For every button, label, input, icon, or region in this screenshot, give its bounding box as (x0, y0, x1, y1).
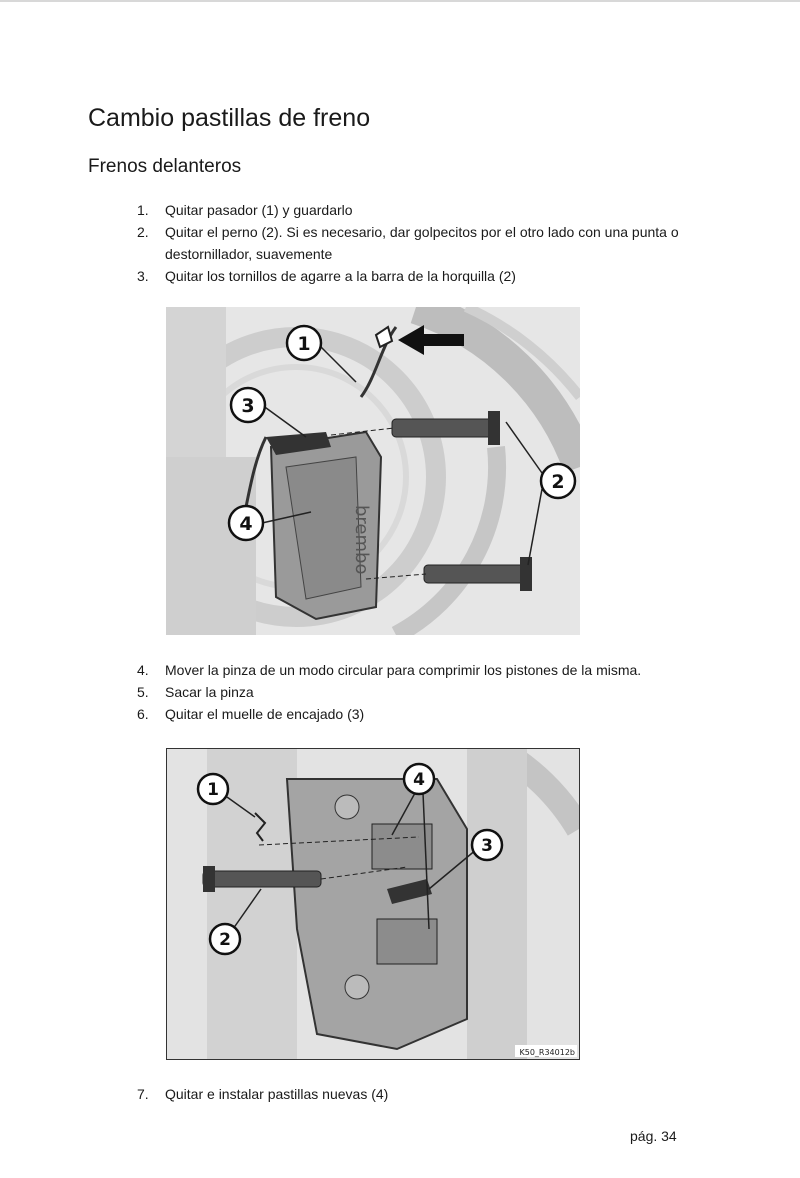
step-item (0, 703, 725, 725)
steps-list-2 (0, 659, 725, 725)
step-number: 2. (137, 224, 149, 240)
step-item (0, 199, 725, 221)
step-text: Quitar el perno (2). Si es necesario, dar golpecitos por el otro lado con una punta o destornillador, suavemente (165, 224, 679, 262)
callout-1 (198, 774, 228, 804)
callout-3 (472, 830, 502, 860)
callout-1 (287, 326, 321, 360)
step-number: 5. (137, 684, 149, 700)
brand-label: brembo (351, 505, 372, 575)
step-text: Quitar pasador (1) y guardarlo (165, 202, 353, 218)
callout-4 (229, 506, 263, 540)
section-title: Frenos delanteros (88, 156, 242, 177)
step-item (0, 265, 725, 287)
svg-text:3: 3 (481, 836, 493, 856)
callout-3 (231, 388, 265, 422)
step-number: 6. (137, 706, 149, 722)
svg-text:2: 2 (551, 471, 565, 493)
svg-text:1: 1 (207, 780, 219, 800)
callout-4 (404, 764, 434, 794)
svg-text:4: 4 (413, 770, 425, 790)
step-number: 3. (137, 268, 149, 284)
step-item (0, 681, 725, 703)
step-number: 1. (137, 202, 149, 218)
step-item (0, 221, 725, 265)
steps-list-3 (0, 1083, 725, 1105)
caliper-illustration-2 (167, 749, 579, 1059)
step-text: Quitar e instalar pastillas nuevas (4) (165, 1086, 389, 1102)
figure-caliper-removal (166, 307, 580, 635)
steps-list-1 (0, 199, 725, 287)
step-number: 4. (137, 662, 149, 678)
figure-code: K50_R34012b (519, 1048, 575, 1057)
svg-text:4: 4 (239, 513, 253, 535)
svg-text:2: 2 (219, 930, 231, 950)
step-text: Sacar la pinza (165, 684, 254, 700)
top-rule (0, 0, 800, 2)
step-item (0, 659, 725, 681)
step-text: Quitar el muelle de encajado (3) (165, 706, 365, 722)
callout-2 (210, 924, 240, 954)
svg-text:3: 3 (241, 395, 255, 417)
step-item (0, 1083, 725, 1105)
figure-pad-removal (166, 748, 580, 1060)
page-title: Cambio pastillas de freno (88, 104, 371, 132)
step-number: 7. (137, 1086, 149, 1102)
callout-2 (541, 464, 575, 498)
svg-text:1: 1 (297, 333, 311, 355)
step-text: Quitar los tornillos de agarre a la barra de la horquilla (2) (165, 268, 516, 284)
step-text: Mover la pinza de un modo circular para comprimir los pistones de la misma. (165, 662, 642, 678)
page-number: pág. 34 (630, 1128, 677, 1144)
caliper-illustration-1 (166, 307, 580, 635)
